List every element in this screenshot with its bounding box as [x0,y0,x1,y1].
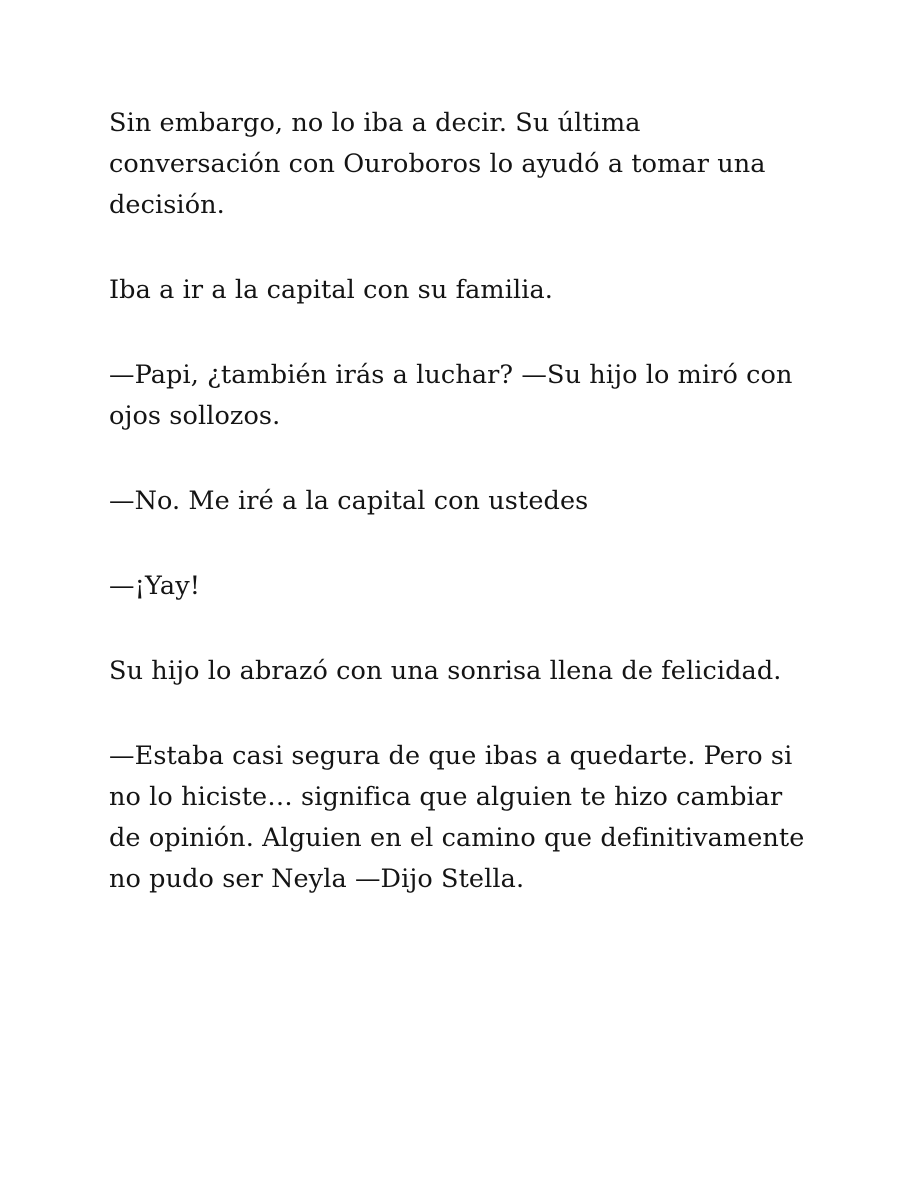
document-page [109,103,809,900]
paragraph-3: —Papi, ¿también irás a luchar? —Su hijo lo miró con ojos sollozos. [109,360,793,431]
paragraph-6: Su hijo lo abrazó con una sonrisa llena de felicidad. [109,656,782,686]
paragraph-5: —¡Yay! [109,571,201,601]
paragraph-7: —Estaba casi segura de que ibas a quedarte. Pero si no lo hiciste… significa que alguien te hizo cambiar de opinión. Alguien en el camino que definitivamente no pudo ser Neyla —Dijo Stella. [109,741,805,894]
paragraph-4: —No. Me iré a la capital con ustedes [109,486,589,516]
paragraph-2: Iba a ir a la capital con su familia. [109,275,553,305]
paragraph-1: Sin embargo, no lo iba a decir. Su última conversación con Ouroboros lo ayudó a tomar una decisión. [109,108,766,220]
